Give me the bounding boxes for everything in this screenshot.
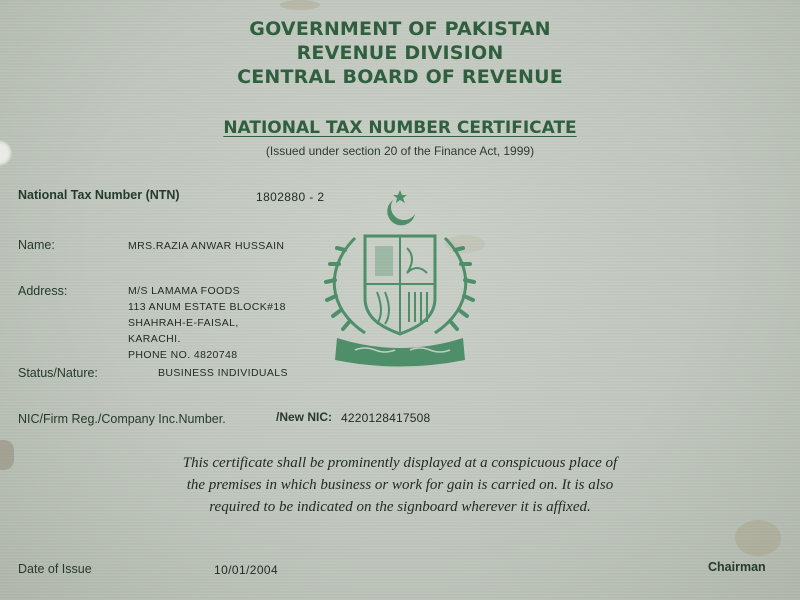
date-of-issue-value: 10/01/2004 <box>214 563 279 577</box>
nic-label: NIC/Firm Reg./Company Inc.Number. <box>18 412 226 426</box>
date-of-issue-label: Date of Issue <box>18 562 92 576</box>
nic-prefix: /New NIC: <box>276 410 333 424</box>
paper-tear <box>0 440 14 470</box>
paper-stain <box>735 520 781 556</box>
certificate-title: NATIONAL TAX NUMBER CERTIFICATE <box>223 118 577 138</box>
ntn-value: 1802880 - 2 <box>256 190 325 204</box>
certificate-subtitle: (Issued under section 20 of the Finance Act, 1999) <box>265 144 535 158</box>
notice-line: the premises in which business or work for gain is carried on. It is also <box>186 477 614 493</box>
header-division: REVENUE DIVISION <box>296 42 504 64</box>
status-value: BUSINESS INDIVIDUALS <box>158 367 288 379</box>
paper-stain <box>280 0 320 10</box>
address-label: Address: <box>18 284 68 298</box>
nic-value: 4220128417508 <box>341 411 431 425</box>
name-label: Name: <box>18 238 55 252</box>
address-block <box>128 283 286 363</box>
address-line: SHAHRAH-E-FAISAL, <box>128 317 239 329</box>
header-board: CENTRAL BOARD OF REVENUE <box>237 66 563 88</box>
ntn-label: National Tax Number (NTN) <box>18 188 180 202</box>
name-value: MRS.RAZIA ANWAR HUSSAIN <box>128 240 285 252</box>
notice-line: required to be indicated on the signboard wherever it is affixed. <box>209 499 591 515</box>
address-line: KARACHI. <box>128 333 181 345</box>
status-label: Status/Nature: <box>18 366 98 380</box>
address-line: M/S LAMAMA FOODS <box>128 285 240 297</box>
display-notice <box>130 452 670 518</box>
notice-line: This certificate shall be prominently displayed at a conspicuous place of <box>182 455 618 471</box>
address-line: 113 ANUM ESTATE BLOCK#18 <box>128 301 286 313</box>
address-line: PHONE NO. 4820748 <box>128 349 238 361</box>
signatory-title: Chairman <box>708 560 766 574</box>
header-government: GOVERNMENT OF PAKISTAN <box>249 18 551 40</box>
state-emblem <box>315 188 485 373</box>
